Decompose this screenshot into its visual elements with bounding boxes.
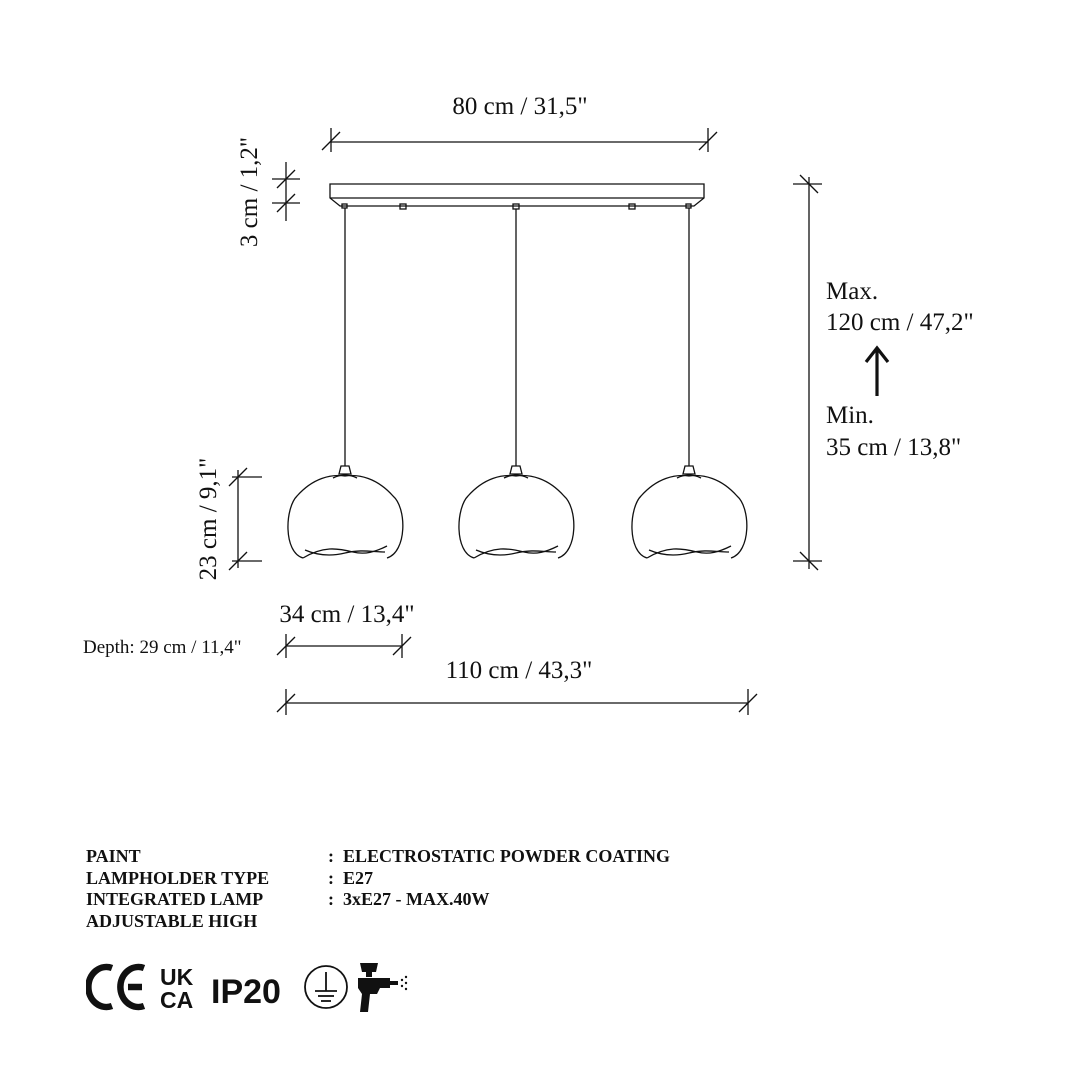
lamp-shade-right: [632, 466, 747, 558]
bar-height-dimension: [272, 162, 300, 221]
spec-value: E27: [343, 867, 374, 888]
max-label: Max.: [826, 278, 879, 305]
depth-label: Depth: 29 cm / 11,4": [83, 637, 242, 658]
spec-value: [343, 911, 670, 933]
min-value: 35 cm / 13,8": [826, 434, 962, 461]
ukca-top-text: UK: [160, 964, 194, 990]
spec-row: [86, 846, 670, 868]
total-width-label: 110 cm / 43,3": [445, 657, 593, 684]
bar-length-label: 80 cm / 31,5": [452, 93, 588, 120]
shade-width-dimension: [277, 634, 411, 658]
spec-separator: :: [328, 889, 334, 909]
spec-separator: :: [328, 867, 334, 888]
ip-rating: IP20: [211, 973, 281, 1011]
min-label: Min.: [826, 402, 874, 429]
lamp-shade-left: [288, 466, 403, 558]
spec-table: [86, 846, 670, 932]
adjustable-arrow-icon: [866, 348, 888, 396]
max-value: 120 cm / 47,2": [826, 309, 974, 336]
spec-separator: [328, 911, 343, 933]
spec-separator: :: [328, 846, 334, 866]
spec-row: [86, 911, 670, 933]
ceiling-canopy: [330, 184, 704, 209]
spec-value: ELECTROSTATIC POWDER COATING: [343, 846, 671, 866]
shade-height-dimension: [229, 468, 262, 570]
bar-length-dimension: [322, 128, 717, 152]
spec-label: INTEGRATED LAMP: [86, 889, 264, 909]
spec-label: LAMPHOLDER TYPE: [86, 867, 270, 888]
bar-height-label: 3 cm / 1,2": [236, 136, 263, 248]
shade-height-label: 23 cm / 9,1": [195, 457, 222, 581]
drop-height-dimension: [793, 175, 822, 570]
lamp-shade-center: [459, 466, 574, 558]
shade-width-label: 34 cm / 13,4": [279, 601, 415, 628]
certification-marks: [86, 958, 426, 1016]
ce-mark-icon: [88, 967, 144, 1007]
earth-ground-icon: [305, 966, 347, 1008]
total-width-dimension: [277, 689, 757, 715]
ukca-mark-icon: [160, 964, 194, 1013]
spec-label: ADJUSTABLE HIGH: [86, 910, 258, 931]
spec-row: [86, 889, 670, 911]
spec-row: [86, 868, 670, 890]
ukca-bottom-text: CA: [160, 987, 194, 1013]
spray-gun-icon: [358, 963, 407, 1012]
spec-label: PAINT: [86, 846, 141, 866]
spec-value: 3xE27 - MAX.40W: [343, 889, 490, 909]
